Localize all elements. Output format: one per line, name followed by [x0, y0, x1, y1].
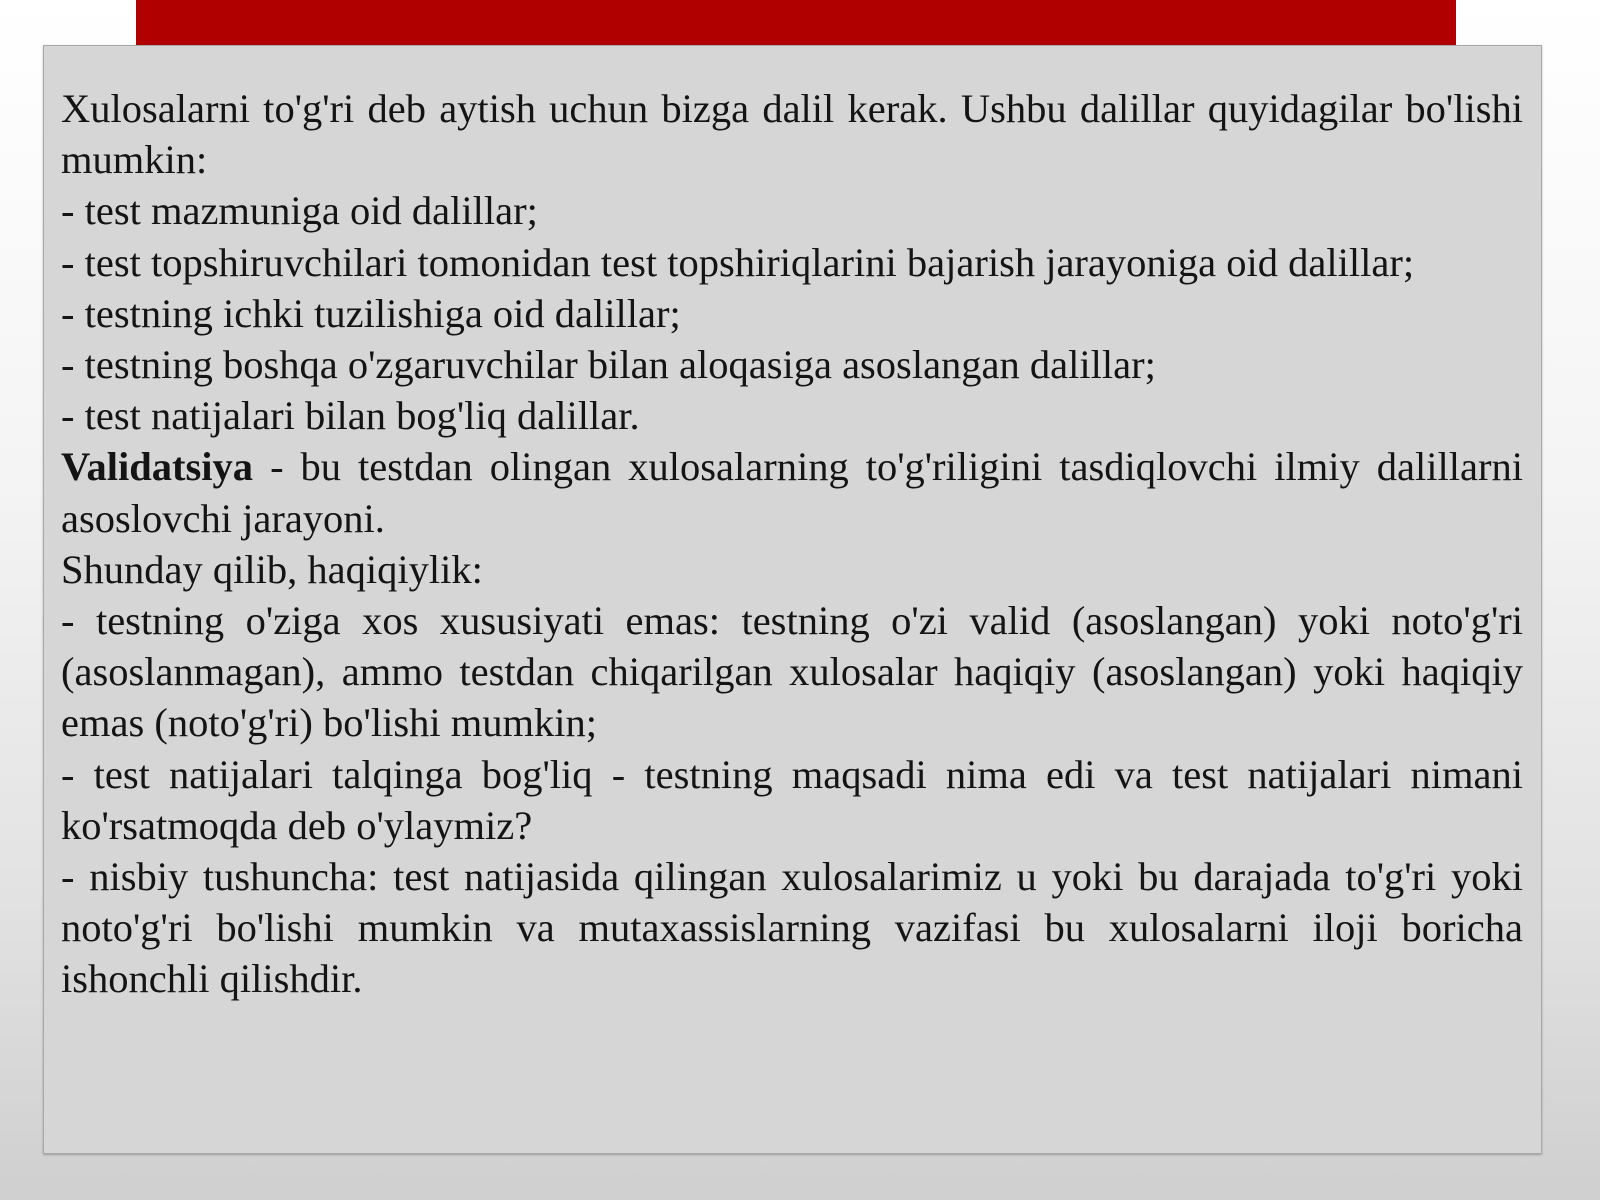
top-accent-bar [136, 0, 1456, 46]
list-item-not-test-property: - testning o'ziga xos xususiyati emas: testning o'zi valid (asoslangan) yoki noto'g'ri (asoslanmagan), ammo testdan chiqarilgan xulosalar haqiqiy (asoslangan) yoki haqiqiy emas (noto'g'ri) bo'lishi mumkin; [61, 598, 1523, 746]
summary-heading: Shunday qilib, haqiqiylik: [61, 546, 483, 592]
list-item-content-evidence: - test mazmuniga oid dalillar; [61, 188, 538, 234]
list-item-consequences-evidence: - test natijalari bilan bog'liq dalillar. [61, 393, 640, 439]
definition-text: - bu testdan olingan xulosalarning to'g'riligini tasdiqlovchi ilmiy dalillarni asoslovchi jarayoni. [61, 444, 1523, 541]
definition-term: Validatsiya [61, 444, 254, 490]
list-item-response-process-evidence: - test topshiruvchilari tomonidan test topshiriqlarini bajarish jarayoniga oid dalillar; [61, 239, 1415, 285]
slide-text-box [43, 45, 1542, 1154]
list-item-relative-concept: - nisbiy tushuncha: test natijasida qilingan xulosalarimiz u yoki bu darajada to'g'ri yoki noto'g'ri bo'lishi mumkin va mutaxassislarning vazifasi bu xulosalarni iloji boricha ishonchli qilishdir. [61, 854, 1523, 1002]
intro-paragraph: Xulosalarni to'g'ri deb aytish uchun bizga dalil kerak. Ushbu dalillar quyidagilar bo'lishi mumkin: [61, 86, 1523, 183]
list-item-interpretation: - test natijalari talqinga bog'liq - testning maqsadi nima edi va test natijalari nimani ko'rsatmoqda deb o'ylaymiz? [61, 751, 1523, 848]
validation-definition [61, 441, 1523, 543]
list-item-relations-evidence: - testning boshqa o'zgaruvchilar bilan aloqasiga asoslangan dalillar; [61, 342, 1156, 388]
list-item-internal-structure-evidence: - testning ichki tuzilishiga oid dalillar; [61, 290, 681, 336]
